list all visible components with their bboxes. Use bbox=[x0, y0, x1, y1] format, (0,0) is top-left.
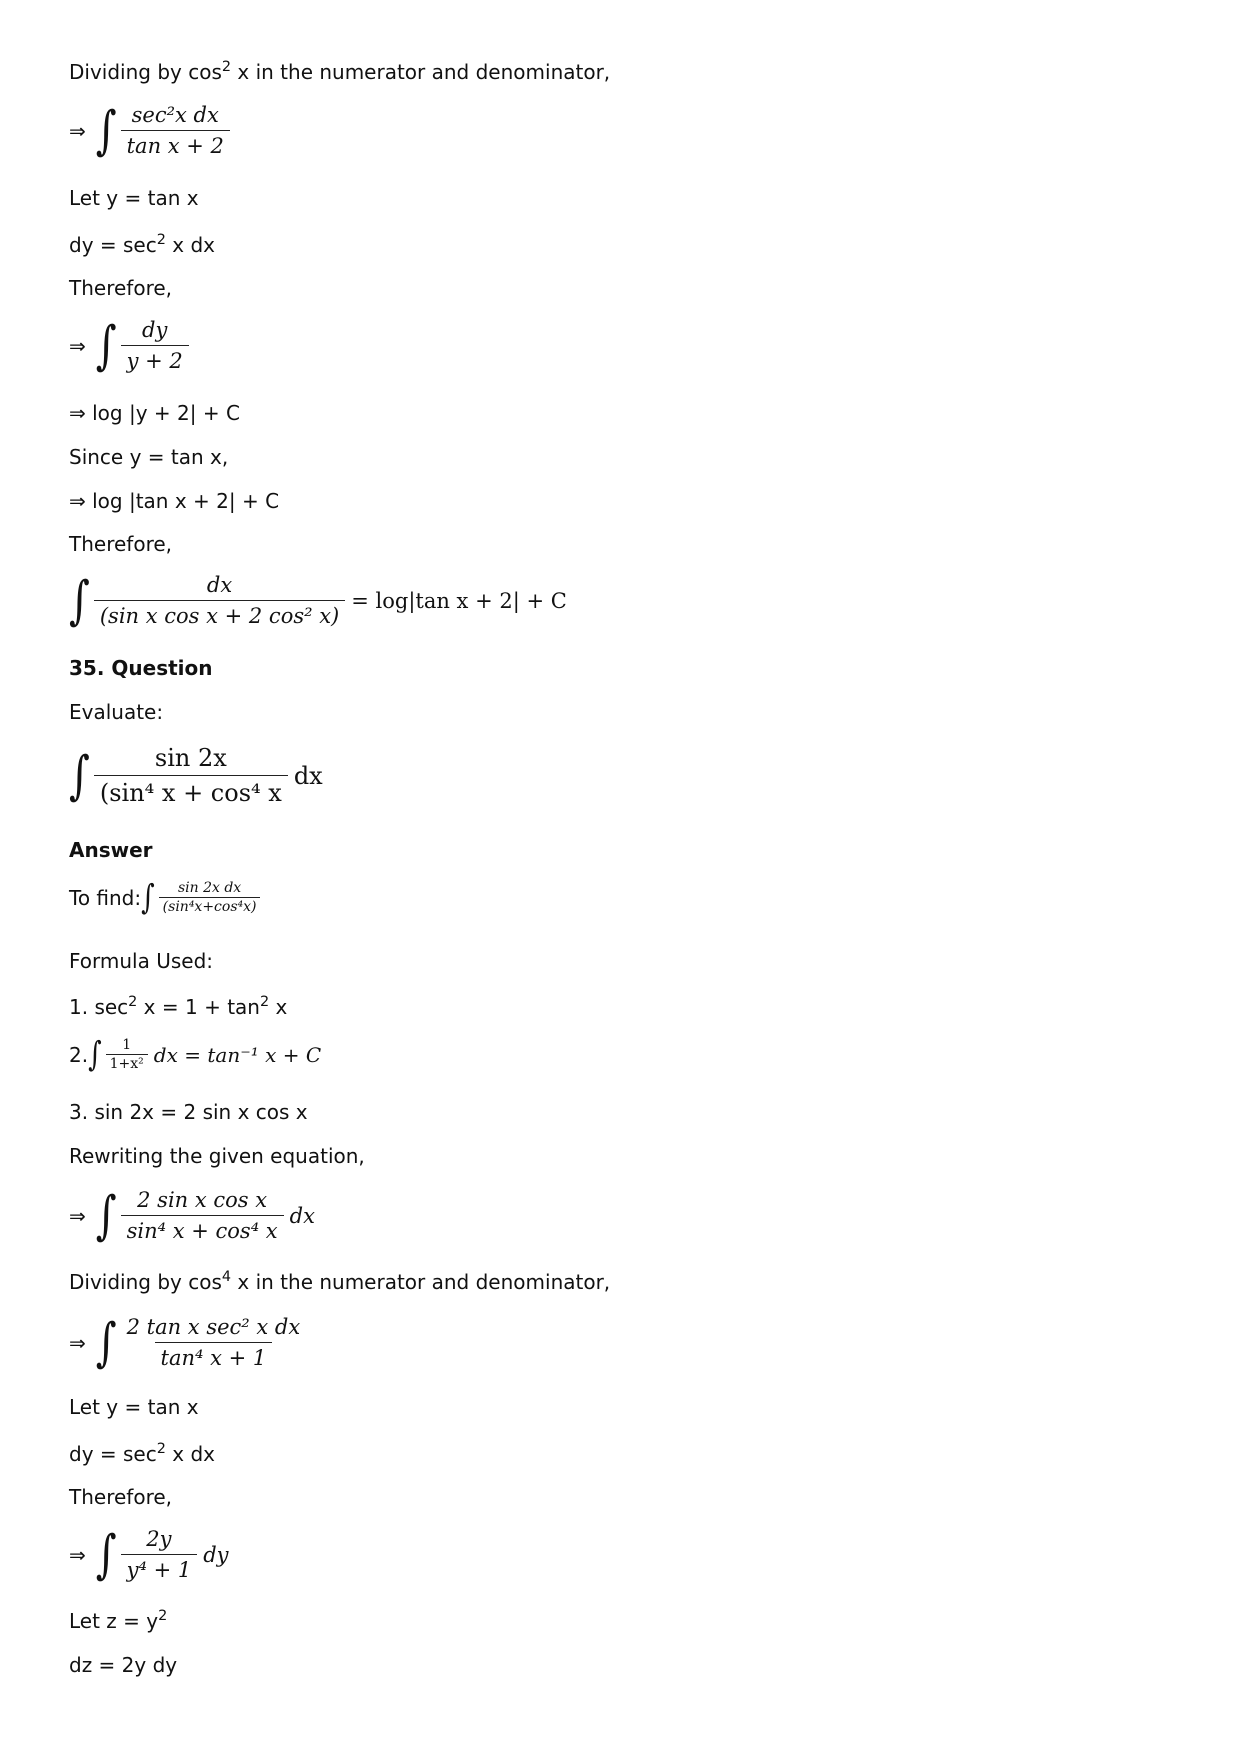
equation bbox=[69, 100, 230, 161]
text-line: Let y = tan x bbox=[69, 1395, 199, 1419]
question-heading: 35. Question bbox=[69, 656, 213, 680]
text-line: ⇒ log |y + 2| + C bbox=[69, 401, 240, 425]
fraction bbox=[94, 573, 345, 628]
numerator: sin 2x dx bbox=[177, 880, 242, 896]
denominator: (sin⁴ x + cos⁴ x bbox=[94, 775, 288, 807]
text-part: Dividing by cos bbox=[69, 60, 222, 84]
integral-sign: ∫ bbox=[95, 315, 117, 376]
integral-sign: ∫ bbox=[95, 1524, 117, 1585]
formula-1 bbox=[69, 995, 287, 1019]
fraction bbox=[106, 1037, 148, 1072]
text-part: dy = sec bbox=[69, 1442, 157, 1466]
denominator: sin⁴ x + cos⁴ x bbox=[121, 1215, 284, 1243]
equation bbox=[69, 570, 567, 631]
numerator: 2 sin x cos x bbox=[137, 1188, 268, 1212]
text-line: Formula Used: bbox=[69, 949, 214, 973]
denominator: 1+x² bbox=[106, 1054, 148, 1072]
fraction bbox=[94, 744, 288, 807]
superscript: 2 bbox=[158, 1608, 168, 1625]
text-part: x bbox=[269, 995, 288, 1019]
numerator: 2 tan x sec² x dx bbox=[126, 1315, 301, 1339]
text-line: Therefore, bbox=[69, 276, 173, 300]
integral-sign: ∫ bbox=[69, 745, 90, 806]
text-part: x dx bbox=[165, 1442, 215, 1466]
numerator: dy bbox=[142, 318, 168, 342]
differential: dy bbox=[203, 1542, 229, 1567]
text-part: Let z = y bbox=[69, 1609, 159, 1633]
implies-symbol: ⇒ bbox=[69, 1542, 86, 1567]
equation bbox=[69, 880, 260, 915]
inline-formula bbox=[88, 1037, 148, 1072]
answer-heading: Answer bbox=[69, 838, 153, 862]
implies-symbol: ⇒ bbox=[69, 118, 86, 143]
superscript: 2 bbox=[156, 232, 166, 249]
text-part: 1. sec bbox=[69, 995, 129, 1019]
implies-symbol: ⇒ bbox=[69, 333, 86, 358]
implies-symbol: ⇒ bbox=[69, 1330, 86, 1355]
superscript: 2 bbox=[259, 994, 270, 1011]
numerator: 2y bbox=[146, 1527, 172, 1551]
text-line: dz = 2y dy bbox=[69, 1653, 178, 1677]
text-part: Dividing by cos bbox=[69, 1270, 222, 1294]
numerator: sec²x dx bbox=[131, 103, 219, 127]
text-part: x = 1 + tan bbox=[137, 995, 260, 1019]
numerator: 1 bbox=[122, 1037, 132, 1053]
differential: dx bbox=[289, 1203, 315, 1228]
superscript: 4 bbox=[221, 1269, 232, 1286]
denominator: y⁴ + 1 bbox=[121, 1554, 198, 1582]
inline-formula bbox=[141, 880, 260, 915]
text-line: ⇒ log |tan x + 2| + C bbox=[69, 489, 280, 513]
text-part: To find: bbox=[69, 885, 142, 910]
text-part: x in the numerator and denominator, bbox=[231, 1270, 611, 1294]
equation bbox=[69, 744, 323, 807]
text-line: Let y = tan x bbox=[69, 186, 199, 210]
text-line bbox=[69, 60, 610, 84]
text-line: Since y = tan x, bbox=[69, 445, 229, 469]
equation bbox=[69, 1524, 229, 1585]
text-line bbox=[69, 1442, 215, 1466]
formula-3: 3. sin 2x = 2 sin x cos x bbox=[69, 1100, 308, 1124]
fraction bbox=[121, 318, 189, 373]
text-part: dy = sec bbox=[69, 233, 157, 257]
denominator: y + 2 bbox=[121, 345, 189, 373]
integral-sign: ∫ bbox=[95, 1185, 117, 1246]
fraction bbox=[121, 1315, 307, 1370]
text-line: Evaluate: bbox=[69, 700, 164, 724]
fraction bbox=[121, 103, 230, 158]
integral-sign: ∫ bbox=[95, 100, 117, 161]
superscript: 2 bbox=[156, 1441, 166, 1458]
text-line bbox=[69, 1270, 610, 1294]
denominator: tan⁴ x + 1 bbox=[155, 1342, 273, 1370]
fraction bbox=[121, 1527, 198, 1582]
text-line bbox=[69, 233, 215, 257]
integral-sign: ∫ bbox=[95, 1312, 117, 1373]
text-line bbox=[69, 1609, 167, 1633]
text-line: Therefore, bbox=[69, 532, 173, 556]
implies-symbol: ⇒ bbox=[69, 1203, 86, 1228]
numerator: sin 2x bbox=[154, 744, 227, 772]
superscript: 2 bbox=[128, 994, 138, 1011]
equation bbox=[69, 1185, 315, 1246]
text-line: Rewriting the given equation, bbox=[69, 1144, 365, 1168]
formula-2 bbox=[69, 1037, 321, 1072]
denominator: tan x + 2 bbox=[121, 130, 230, 158]
integral-sign: ∫ bbox=[88, 1035, 102, 1074]
equation-result: = log|tan x + 2| + C bbox=[351, 588, 567, 613]
fraction bbox=[121, 1188, 284, 1243]
text-part: 2. bbox=[69, 1042, 89, 1067]
differential: dx bbox=[293, 761, 323, 790]
formula-result: dx = tan⁻¹ x + C bbox=[153, 1042, 322, 1067]
text-line: Therefore, bbox=[69, 1485, 173, 1509]
superscript: 2 bbox=[221, 59, 232, 76]
numerator: dx bbox=[206, 573, 233, 597]
integral-sign: ∫ bbox=[69, 570, 90, 631]
integral-sign: ∫ bbox=[141, 878, 155, 917]
equation bbox=[69, 315, 189, 376]
text-part: x in the numerator and denominator, bbox=[231, 60, 611, 84]
equation bbox=[69, 1312, 306, 1373]
denominator: (sin x cos x + 2 cos² x) bbox=[94, 600, 345, 628]
denominator: (sin⁴x+cos⁴x) bbox=[159, 897, 261, 915]
text-part: x dx bbox=[165, 233, 215, 257]
fraction bbox=[159, 880, 261, 915]
